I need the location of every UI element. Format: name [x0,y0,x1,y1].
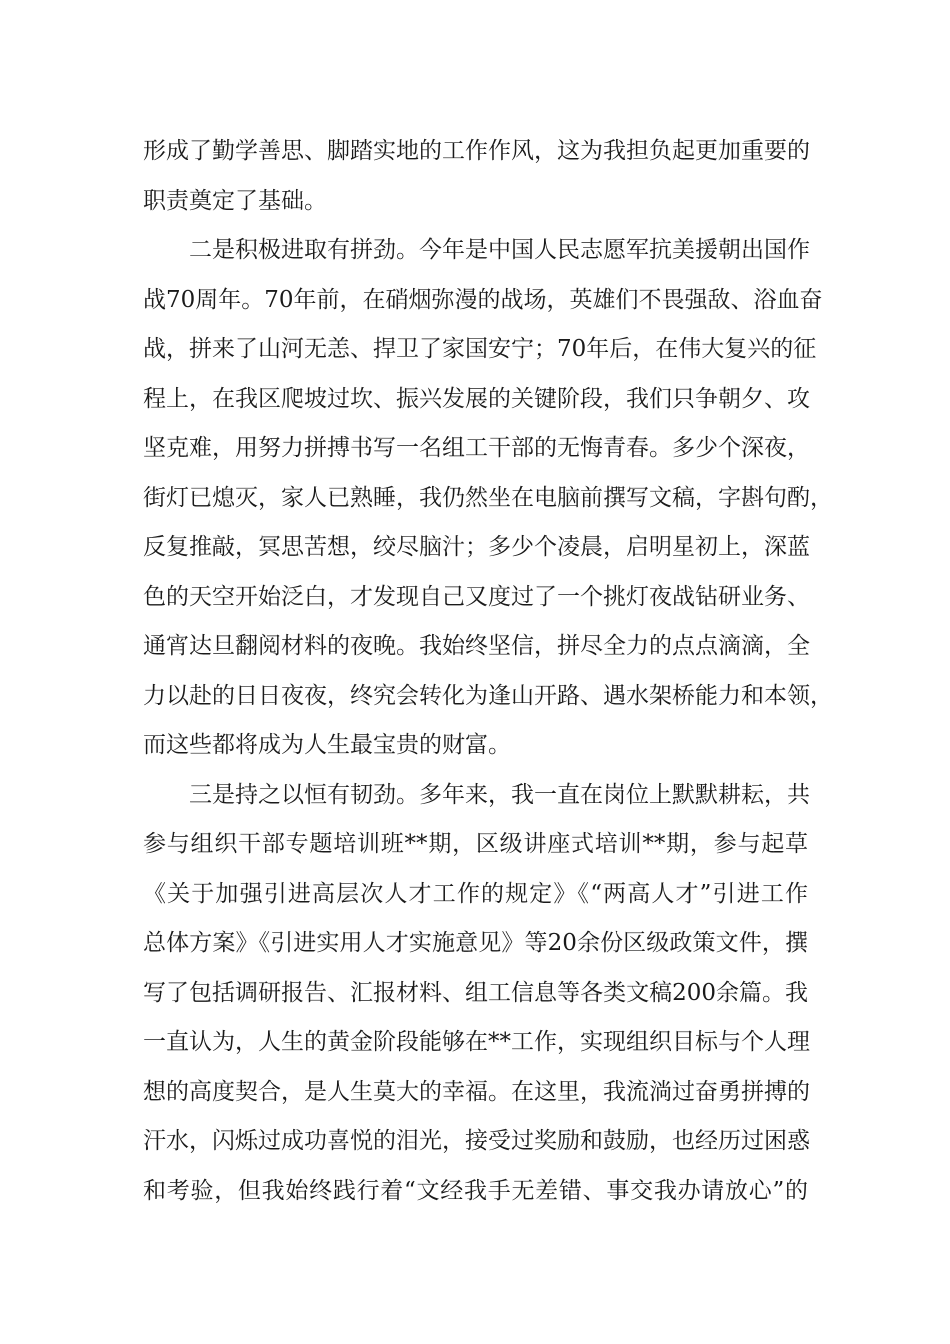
text-line: 汗水，闪烁过成功喜悦的泪光，接受过奖励和鼓励，也经历过困惑 [143,1128,810,1154]
paragraph-enterprising [143,226,833,771]
text-line: 而这些都将成为人生最宝贵的财富。 [143,732,511,758]
text-line: 坚克难，用努力拼搏书写一名组工干部的无悔青春。多少个深夜， [143,435,810,461]
text-line: 形成了勤学善思、脚踏实地的工作作风，这为我担负起更加重要的 [143,138,810,164]
text-line: 想的高度契合，是人生莫大的幸福。在这里，我流淌过奋勇拼搏的 [143,1078,810,1105]
text-line: 总体方案》《引进实用人才实施意见》等20余份区级政策文件，撰 [143,930,808,956]
text-line: 《关于加强引进高层次人才工作的规定》《“两高人才”引进工作 [143,880,808,907]
text-line: 反复推敲，冥思苦想，绞尽脑汁；多少个凌晨，启明星初上，深蓝 [143,534,810,560]
paragraph-perseverance [143,771,808,1217]
text-line: 程上，在我区爬坡过坎、振兴发展的关键阶段，我们只争朝夕、攻 [143,385,810,412]
paragraph-first-line: 二是积极进取有拼劲。今年是中国人民志愿军抗美援朝出国作 [189,237,810,263]
text-line: 战70周年。70年前，在硝烟弥漫的战场，英雄们不畏强敌、浴血奋 [143,286,823,313]
paragraph-first-line: 三是持之以恒有韧劲。多年来，我一直在岗位上默默耕耘，共 [189,781,810,808]
text-line: 写了包括调研报告、汇报材料、组工信息等各类文稿200余篇。我 [143,979,808,1006]
text-line: 色的天空开始泛白，才发现自己又度过了一个挑灯夜战钻研业务、 [143,583,810,610]
text-line: 力以赴的日日夜夜，终究会转化为逢山开路、遇水架桥能力和本领， [143,682,833,709]
text-line: 参与组织干部专题培训班**期，区级讲座式培训**期，参与起草 [143,831,808,857]
text-line: 战，拼来了山河无恙、捍卫了家国安宁；70年后，在伟大复兴的征 [143,336,817,362]
text-line: 通宵达旦翻阅材料的夜晚。我始终坚信，拼尽全力的点点滴滴，全 [143,633,810,659]
text-line: 街灯已熄灭，家人已熟睡，我仍然坐在电脑前撰写文稿，字斟句酌， [143,484,833,511]
paragraph-work-style [143,127,808,226]
text-line: 职责奠定了基础。 [143,187,327,214]
text-line: 一直认为，人生的黄金阶段能够在**工作，实现组织目标与个人理 [143,1029,810,1055]
document-body [143,127,833,1216]
text-line: 和考验，但我始终践行着“文经我手无差错、事交我办请放心”的 [143,1177,808,1204]
